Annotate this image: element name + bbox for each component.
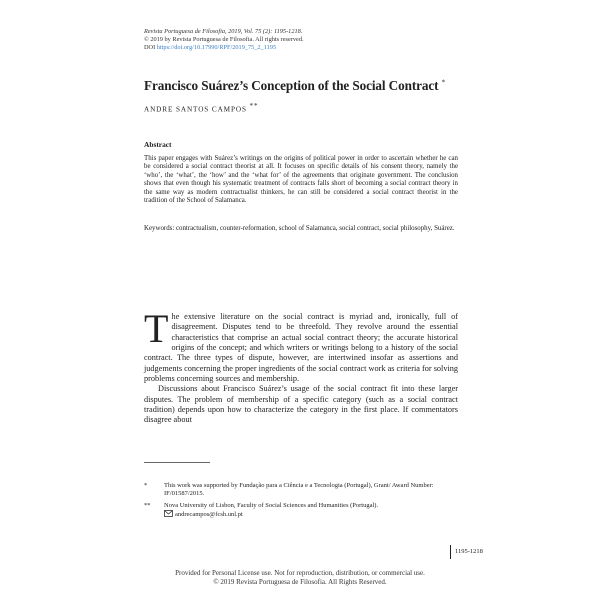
- abstract-text: This paper engages with Suárez’s writings on the origins of political power in order to ascertain whether he can be considered a social contract theorist at all. It focuses on specific details of his consent theory, namely the ‘who’, the ‘what’, the ‘how’ and the ‘what for’ of the agreements that originate government. The conclusion shows that even though his systematic treatment of contracts falls short of becoming a social contract theory in the same way as modern contractualist thinkers, he can still be considered a social contract theorist in the tradition of the School of Salamanca.: [144, 155, 458, 205]
- author-name: ANDRE SANTOS CAMPOS: [144, 105, 247, 114]
- author-email[interactable]: andrecampos@fcsh.unl.pt: [175, 511, 243, 518]
- article-title: [144, 78, 445, 94]
- author-line: [144, 102, 258, 113]
- footnote-1-mark: *: [144, 482, 148, 489]
- footnote-divider: [144, 462, 210, 463]
- keywords-text: Keywords: contractualism, counter-reformation, school of Salamanca, social contract, social philosophy, Suárez.: [144, 225, 455, 232]
- abstract-heading: Abstract: [144, 140, 172, 149]
- journal-header: [144, 28, 304, 53]
- doi-line: [144, 44, 304, 52]
- author-footnote-mark: **: [249, 102, 259, 110]
- keywords: [144, 225, 458, 233]
- footer-license: Provided for Personal License use. Not for reproduction, distribution, or commercial use.: [175, 569, 425, 577]
- footnote-2-mark: **: [144, 502, 151, 509]
- title-footnote-mark: *: [441, 78, 446, 87]
- footnote-2-body: [164, 502, 464, 520]
- paragraph-1-text: he extensive literature on the social contract is myriad and, ironically, full of disagreement. Disputes tend to be threefold. They revolve around the essential characteristics that comprise an actual social contract theory; the accurate historical origins of the concept; and which writers or writings belong to a history of the social contract. The three types of dispute, however, are intertwined insofar as assertions and judgements concerning the proper ingredients of the social contract work as criteria for solving problems concerning sources and membership.: [144, 312, 458, 384]
- journal-copyright: © 2019 by Revista Portuguesa de Filosofia. All rights reserved.: [144, 36, 304, 44]
- footnote-1-text: This work was supported by Fundação para a Ciência e a Tecnologia (Portugal), Grant/ Award Number: IF/01587/2015.: [164, 482, 434, 497]
- footnote-2-text: Nova University of Lisbon, Faculty of Social Sciences and Humanities (Portugal).: [164, 502, 379, 509]
- footer-copyright: © 2019 Revista Portuguesa de Filosofia. All Rights Reserved.: [213, 577, 387, 586]
- license-footer: [0, 569, 600, 586]
- doi-label: DOI: [144, 44, 156, 52]
- doi-link[interactable]: https://doi.org/10.17990/RPF/2019_75_2_1195: [156, 44, 277, 52]
- paragraph-1: [144, 306, 458, 384]
- paragraph-2: Discussions about Francisco Suárez’s usage of the social contract fit into these larger disputes. The problem of membership of a specific category (such as a social contract tradition) depends upon how to characterize the category in the first place. If commentators disagree about: [144, 384, 458, 425]
- body-text: [144, 306, 458, 426]
- page-range: 1195-1218: [450, 545, 489, 559]
- journal-citation: Revista Portuguesa de Filosofia, 2019, Vol. 75 (2): 1195-1218.: [144, 28, 303, 35]
- drop-cap: T: [144, 306, 169, 351]
- envelope-icon: [164, 510, 173, 520]
- title-text: Francisco Suárez’s Conception of the Social Contract: [144, 78, 439, 93]
